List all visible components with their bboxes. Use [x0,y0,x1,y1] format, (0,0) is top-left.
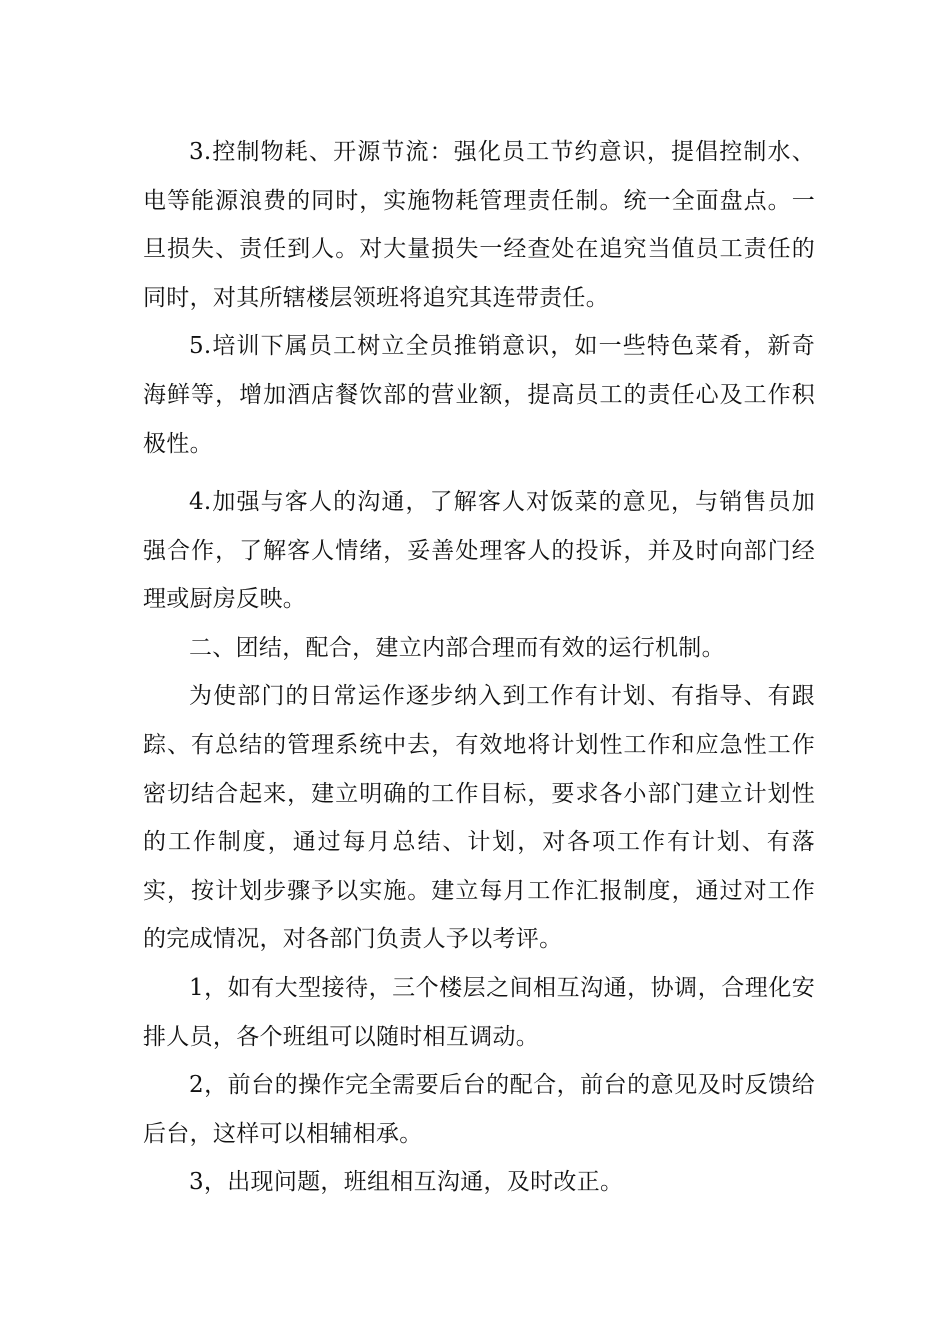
paragraph-sales-training: 5.培训下属员工树立全员推销意识，如一些特色菜肴，新奇海鲜等，增加酒店餐饮部的营业额，提高员工的责任心及工作积极性。 [143,333,815,457]
list-item-problem-correction: 3，出现问题，班组相互沟通，及时改正。 [189,1169,624,1196]
text-section-bottom [143,478,815,1207]
list-item-front-back-cooperation: 2，前台的操作完全需要后台的配合，前台的意见及时反馈给后台，这样可以相辅相承。 [143,1072,815,1147]
section-heading-teamwork: 二、团结，配合，建立内部合理而有效的运行机制。 [189,634,725,661]
paragraph-guest-communication: 4.加强与客人的沟通，了解客人对饭菜的意见，与销售员加强合作，了解客人情绪，妥善处理客人的投诉，并及时向部门经理或厨房反映。 [143,489,815,613]
list-item-large-reception: 1，如有大型接待，三个楼层之间相互沟通，协调，合理化安排人员，各个班组可以随时相互调动。 [143,974,815,1050]
paragraph-planning-system: 为使部门的日常运作逐步纳入到工作有计划、有指导、有跟踪、有总结的管理系统中去，有效地将计划性工作和应急性工作密切结合起来，建立明确的工作目标，要求各小部门建立计划性的工作制度，通过每月总结、计划，对各项工作有计划、有落实，按计划步骤予以实施。建立每月工作汇报制度，通过对工作的完成情况，对各部门负责人予以考评。 [143,683,815,953]
text-section-top [143,128,815,468]
paragraph-material-control: 3.控制物耗、开源节流：强化员工节约意识，提倡控制水、电等能源浪费的同时，实施物耗管理责任制。统一全面盘点。一旦损失、责任到人。对大量损失一经查处在追究当值员工责任的同时，对其所辖楼层领班将追究其连带责任。 [143,139,815,311]
